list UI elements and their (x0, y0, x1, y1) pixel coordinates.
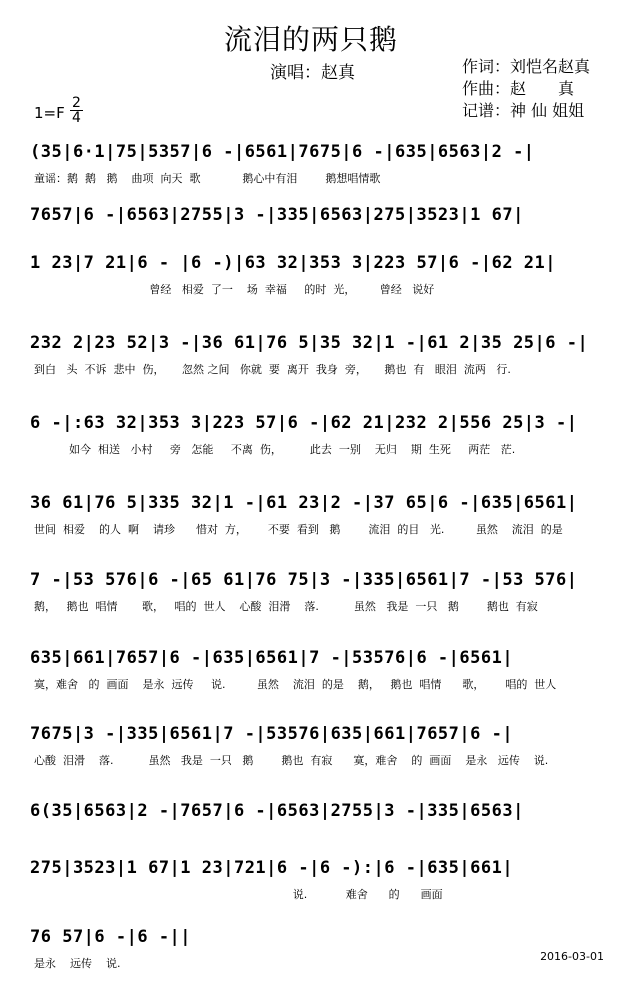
lyrics-row: 到白 头 不诉 悲中 伤， 忽然 之间 你就 要 离开 我身 旁， 鹅也 有 眼泪 流两 行. (34, 363, 511, 376)
transcriber-credit: 记谱：神 仙 姐姐 (462, 101, 585, 120)
notation-row: 7657|6 -|6563|2755|3 -|335|6563|275|3523|1 67| (30, 205, 524, 225)
lyrics-row: 曾经 相爱 了一 场 幸福 的时 光， 曾经 说好 (34, 283, 435, 296)
notation-row: 7675|3 -|335|6561|7 -|53576|635|661|7657|6 -| (30, 724, 514, 744)
notation-row: 36 61|76 5|335 32|1 -|61 23|2 -|37 65|6 -|635|6561| (30, 493, 578, 513)
notation-row: 635|661|7657|6 -|635|6561|7 -|53576|6 -|6561| (30, 648, 514, 668)
lyrics-row: 鹅， 鹅也 唱情 歌， 唱的 世人 心酸 泪滑 落. 虽然 我是 一只 鹅 鹅也 有寂 (34, 600, 538, 613)
lyrics-row: 是永 远传 说. (34, 957, 121, 970)
lyrics-row: 童谣：鹅 鹅 鹅 曲项 向天 歌 鹅心中有泪 鹅想唱情歌 (34, 172, 381, 185)
notation-row: 232 2|23 52|3 -|36 61|76 5|35 32|1 -|61 2|35 25|6 -| (30, 333, 589, 353)
time-signature (70, 96, 83, 125)
lyrics-row: 说. 难舍 的 画面 (34, 888, 443, 901)
lyrics-row: 世间 相爱 的人 啊 请珍 惜对 方， 不要 看到 鹅 流泪 的目 光. 虽然 流泪 的是 (34, 523, 563, 536)
notation-row: 6 -|:63 32|353 3|223 57|6 -|62 21|232 2|556 25|3 -| (30, 413, 578, 433)
notation-row: 6(35|6563|2 -|7657|6 -|6563|2755|3 -|335|6563| (30, 801, 524, 821)
notation-row: 7 -|53 576|6 -|65 61|76 75|3 -|335|6561|7 -|53 576| (30, 570, 578, 590)
notation-row: (35|6·1|75|5357|6 -|6561|7675|6 -|635|6563|2 -| (30, 142, 535, 162)
song-title: 流泪的两只鹅 (223, 23, 398, 56)
singer-credit: 演唱：赵真 (270, 63, 355, 83)
lyrics-row: 心酸 泪滑 落. 虽然 我是 一只 鹅 鹅也 有寂 寞，难舍 的 画面 是永 远传 说. (34, 754, 549, 767)
notation-row: 76 57|6 -|6 -|| (30, 927, 192, 947)
notation-row: 1 23|7 21|6 - |6 -)|63 32|353 3|223 57|6 -|62 21| (30, 253, 557, 273)
credits-block (462, 56, 590, 122)
lyricist-credit: 作词：刘恺名赵真 (462, 57, 591, 76)
transcription-date: 2016-03-01 (540, 950, 604, 963)
key-signature: 1=F (34, 104, 65, 122)
notation-row: 275|3523|1 67|1 23|721|6 -|6 -):|6 -|635|661| (30, 858, 514, 878)
time-signature-top: 2 (72, 95, 81, 111)
time-signature-bottom: 4 (72, 110, 81, 126)
composer-credit: 作曲：赵 真 (462, 79, 575, 98)
lyrics-row: 寞，难舍 的 画面 是永 远传 说. 虽然 流泪 的是 鹅， 鹅也 唱情 歌， 唱的 世人 (34, 678, 557, 691)
lyrics-row: 如今 相送 小村 旁 怎能 不离 伤， 此去 一别 无归 期 生死 两茫 茫. (34, 443, 516, 456)
